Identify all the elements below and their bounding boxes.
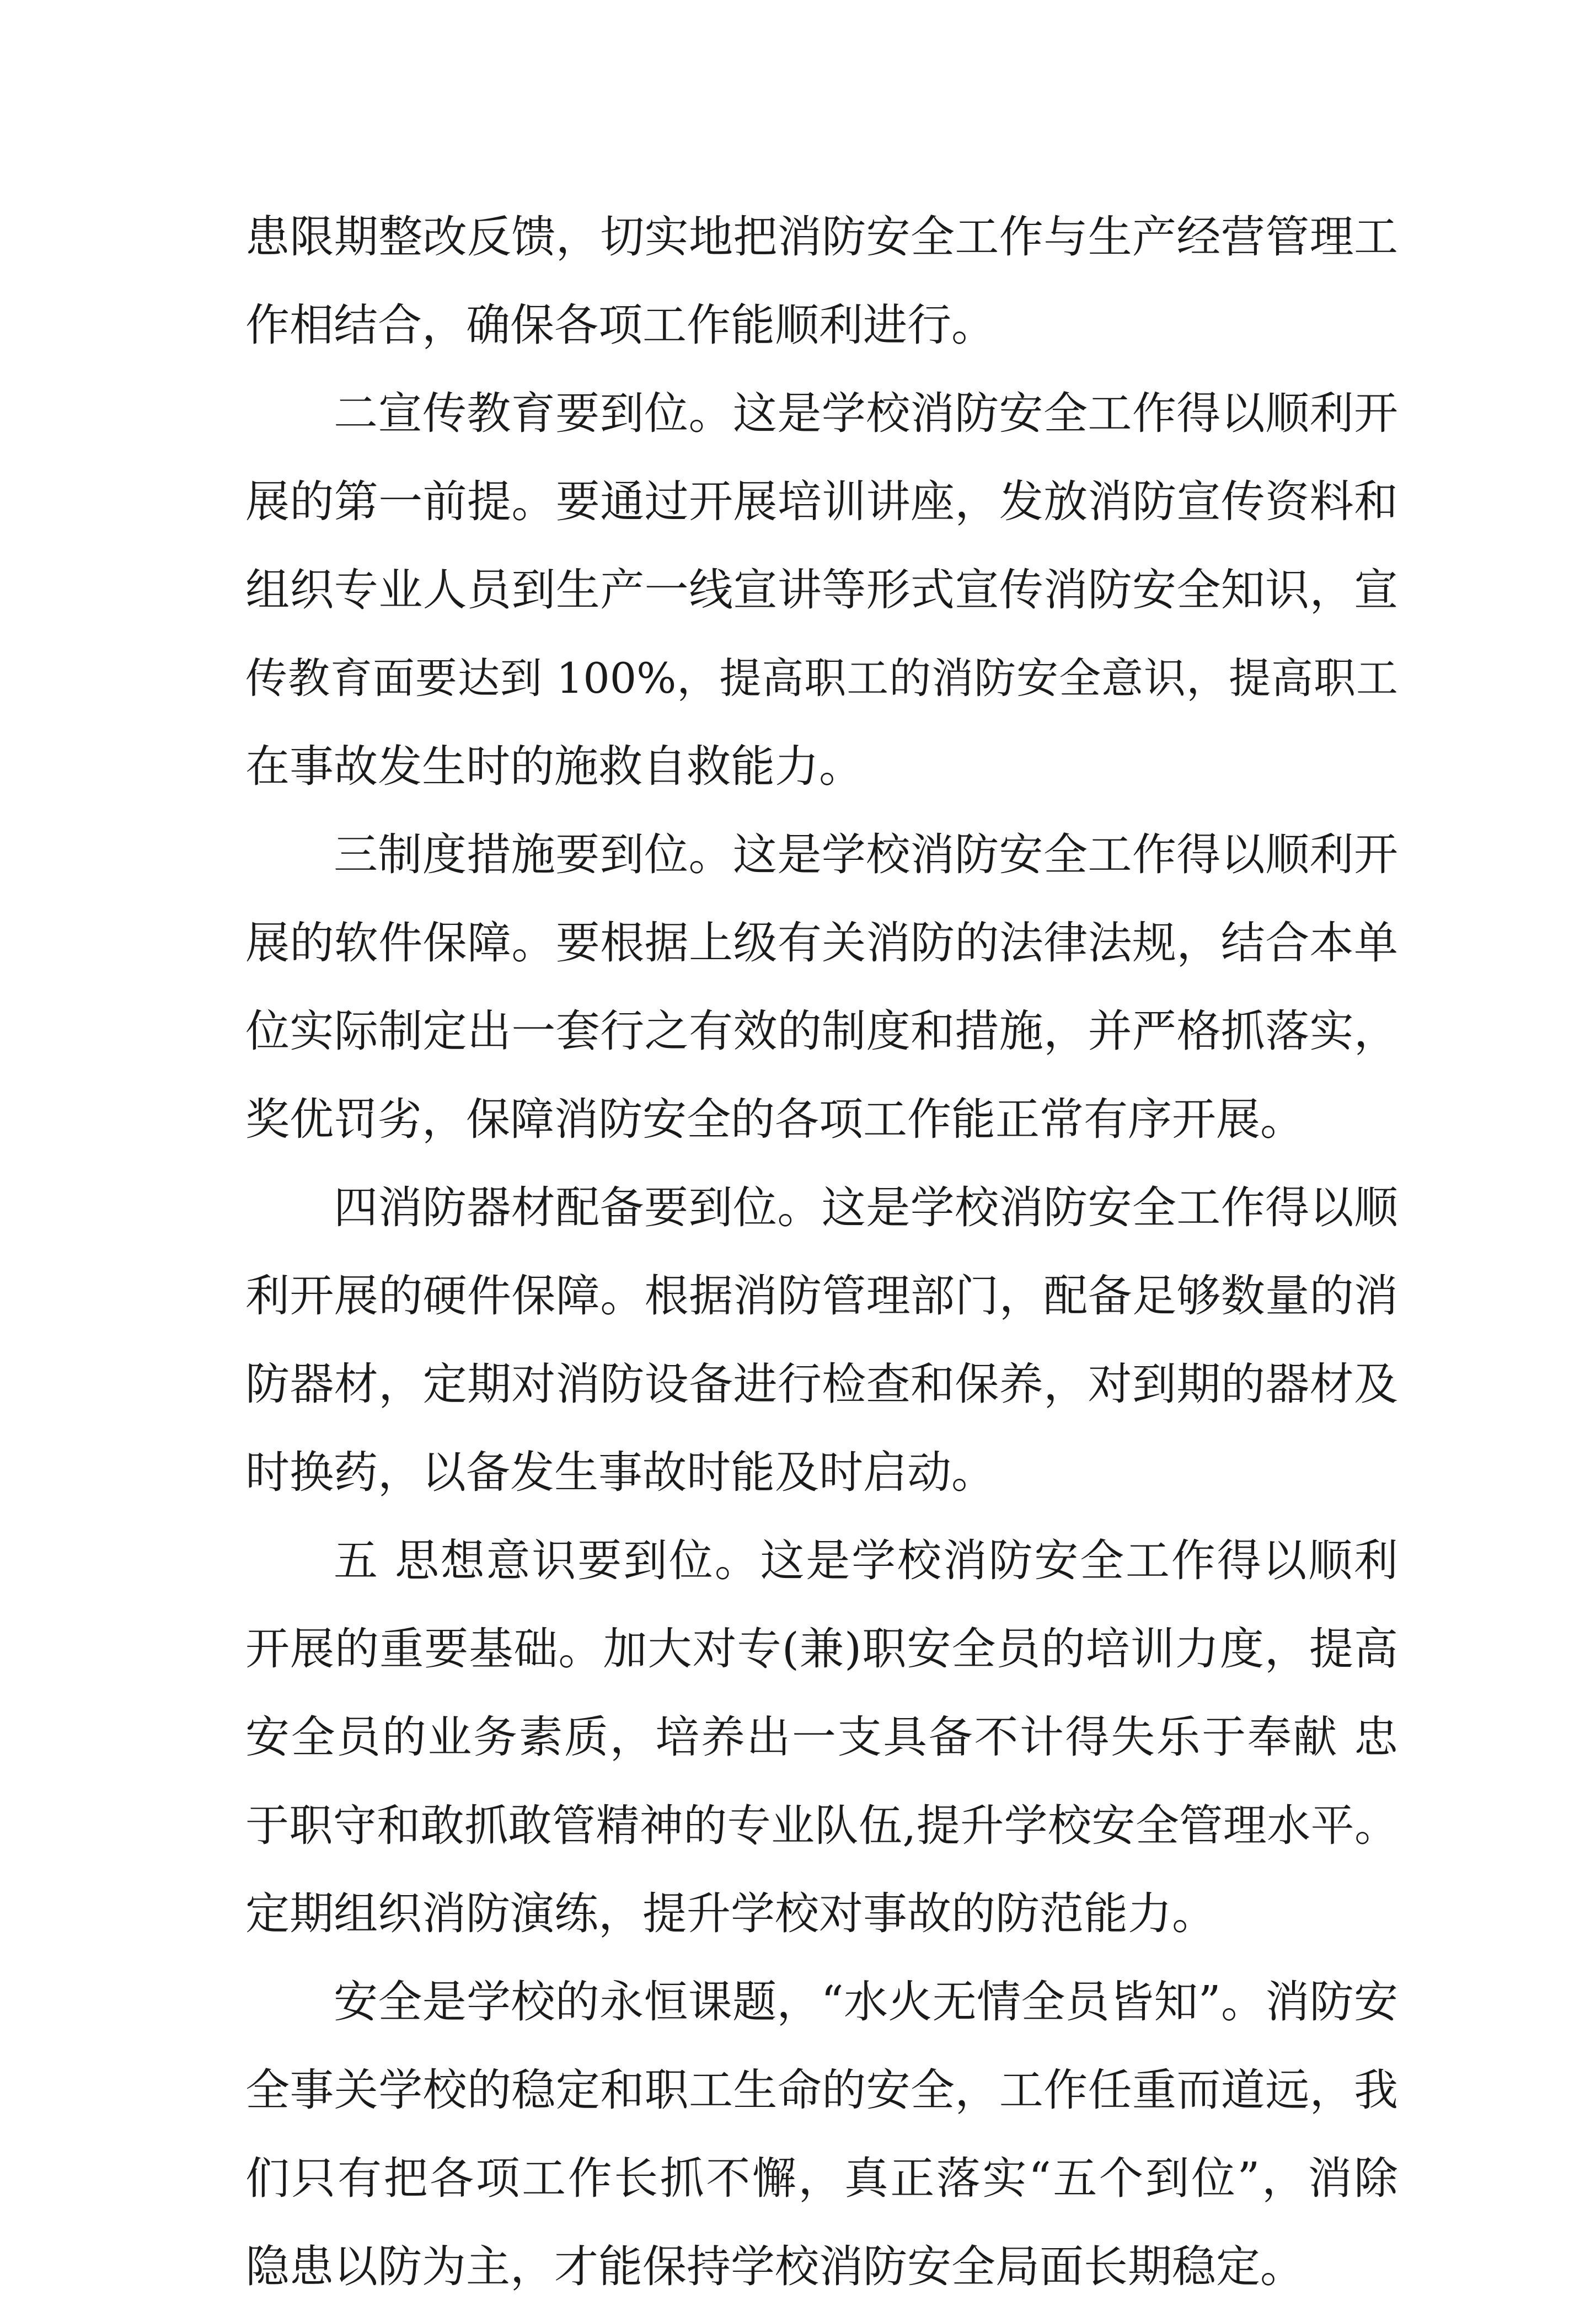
text-line: 五 思想意识要到位。这是学校消防安全工作得以顺利 — [334, 1535, 1398, 1586]
text-line: 患限期整改反馈，切实地把消防安全工作与生产经营管理工 — [245, 211, 1398, 263]
body-text — [245, 193, 1398, 2311]
text-line: 三制度措施要到位。这是学校消防安全工作得以顺利开 — [334, 829, 1398, 880]
text-line: 在事故发生时的施救自救能力。 — [245, 741, 863, 792]
text-line: 展的第一前提。要通过开展培训讲座，发放消防宣传资料和 — [245, 476, 1398, 527]
text-line: 防器材，定期对消防设备进行检查和保养，对到期的器材及 — [245, 1358, 1398, 1410]
text-line: 作相结合，确保各项工作能顺利进行。 — [245, 299, 995, 351]
text-line: 定期组织消防演练，提升学校对事故的防范能力。 — [245, 1888, 1216, 1939]
text-line: 四消防器材配备要到位。这是学校消防安全工作得以顺 — [334, 1182, 1398, 1233]
text-line: 展的软件保障。要根据上级有关消防的法律法规，结合本单 — [245, 917, 1398, 969]
text-line: 奖优罚劣，保障消防安全的各项工作能正常有序开展。 — [245, 1094, 1304, 1145]
text-line: 于职守和敢抓敢管精神的专业队伍,提升学校安全管理水平。 — [245, 1800, 1398, 1851]
text-line: 安全员的业务素质，培养出一支具备不计得失乐于奉献 忠 — [245, 1711, 1398, 1763]
text-line: 时换药，以备发生事故时能及时启动。 — [245, 1447, 995, 1498]
text-line: 二宣传教育要到位。这是学校消防安全工作得以顺利开 — [334, 388, 1398, 439]
text-line: 组织专业人员到生产一线宣讲等形式宣传消防安全知识，宣 — [245, 564, 1398, 616]
text-line: 利开展的硬件保障。根据消防管理部门，配备足够数量的消 — [245, 1270, 1398, 1322]
text-line: 全事关学校的稳定和职工生命的安全，工作任重而道远，我 — [245, 2064, 1398, 2116]
text-line: 位实际制定出一套行之有效的制度和措施，并严格抓落实， — [245, 1005, 1398, 1057]
text-line: 传教育面要达到 100%，提高职工的消防安全意识，提高职工 — [245, 654, 1398, 703]
text-line: 安全是学校的永恒课题，“水火无情全员皆知”。消防安 — [334, 1976, 1398, 2028]
text-line: 隐患以防为主，才能保持学校消防安全局面长期稳定。 — [245, 2241, 1304, 2292]
text-line: 开展的重要基础。加大对专(兼)职安全员的培训力度，提高 — [245, 1623, 1398, 1675]
text-line: 们只有把各项工作长抓不懈，真正落实“五个到位”，消除 — [245, 2153, 1398, 2204]
